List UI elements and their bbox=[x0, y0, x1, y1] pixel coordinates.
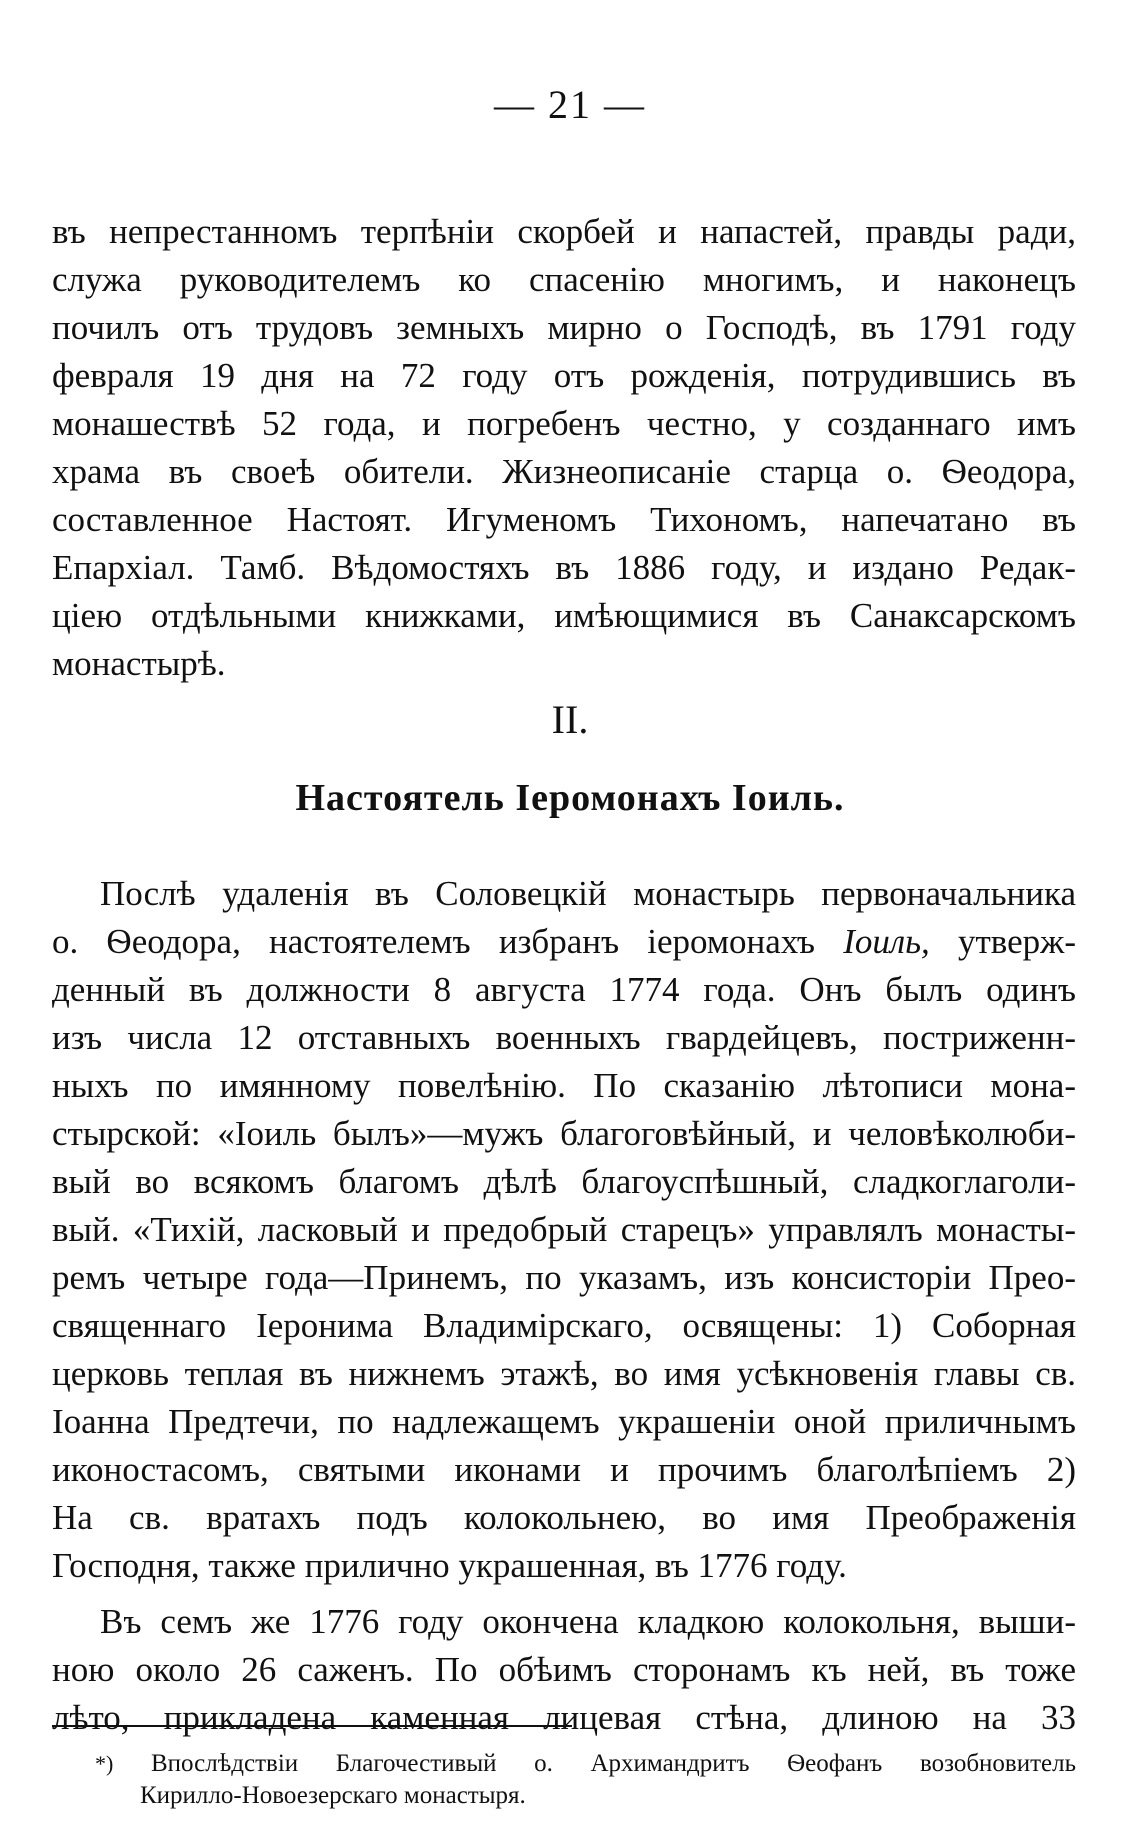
footnote-line: Кирилло-Новоезерскаго монастыря. bbox=[140, 1782, 526, 1809]
text-line: иконостасомъ, святыми иконами и прочимъ благолѣпіемъ 2) bbox=[52, 1450, 1076, 1489]
text-line: вый во всякомъ благомъ дѣлѣ благоуспѣшный, сладкоглаголи- bbox=[52, 1162, 1076, 1201]
footnote-rule bbox=[52, 1725, 572, 1727]
text-line: церковь теплая въ нижнемъ этажѣ, во имя усѣкновенія главы св. bbox=[52, 1354, 1076, 1393]
text-line: монашествѣ 52 года, и погребенъ честно, у созданнаго имъ bbox=[52, 404, 1076, 443]
text-line: составленное Настоят. Игуменомъ Тихономъ, напечатано въ bbox=[52, 500, 1076, 539]
page-number: — 21 — bbox=[494, 82, 646, 127]
section-title: Настоятель Іеромонахъ Іоиль. bbox=[295, 777, 845, 819]
text-line: ныхъ по имянному повелѣнію. По сказанію лѣтописи мона- bbox=[52, 1066, 1076, 1105]
text-line: февраля 19 дня на 72 году отъ рожденія, потрудившись въ bbox=[52, 356, 1076, 395]
text-line: ціею отдѣльными книжками, имѣющимися въ Санаксарскомъ bbox=[52, 596, 1076, 635]
text-line: Іоанна Предтечи, по надлежащемъ украшеніи оной приличнымъ bbox=[52, 1402, 1076, 1441]
text-line: монастырѣ. bbox=[52, 644, 226, 683]
footnote-text: Впослѣдствіи Благочестивый о. Архимандритъ Ѳеофанъ возобновитель bbox=[150, 1750, 1076, 1777]
section-number: II. bbox=[551, 697, 589, 742]
text-line: изъ числа 12 отставныхъ военныхъ гвардейцевъ, постриженн- bbox=[52, 1018, 1076, 1057]
text-line: Епархіал. Тамб. Вѣдомостяхъ въ 1886 году, и издано Редак- bbox=[52, 548, 1076, 587]
text-line: лѣто, прикладена каменная лицевая стѣна, длиною на 33 bbox=[52, 1698, 1076, 1737]
text-line: стырской: «Іоиль былъ»—мужъ благоговѣйный, и человѣколюби- bbox=[52, 1114, 1076, 1153]
text-line: На св. вратахъ подъ колокольнею, во имя Преображенія bbox=[52, 1498, 1076, 1537]
text-line: денный въ должности 8 августа 1774 года. Онъ былъ одинъ bbox=[52, 970, 1076, 1009]
text-line: Въ семъ же 1776 году окончена кладкою колокольня, выши- bbox=[100, 1602, 1076, 1641]
text-line: ремъ четыре года—Принемъ, по указамъ, изъ консисторіи Прео- bbox=[52, 1258, 1076, 1297]
footnote-marker: *) bbox=[95, 1751, 114, 1776]
text-fragment: о. Ѳеодора, настоятелемъ избранъ іеромонахъ bbox=[52, 922, 844, 961]
name-italic: Іоиль, bbox=[843, 922, 930, 961]
footnote-line bbox=[95, 1748, 1076, 1780]
text-fragment: утверж- bbox=[929, 922, 1076, 961]
text-line bbox=[52, 918, 1076, 966]
text-line: Послѣ удаленія въ Соловецкій монастырь первоначальника bbox=[100, 874, 1076, 913]
text-line: Господня, также прилично украшенная, въ 1776 году. bbox=[52, 1546, 847, 1585]
text-line: въ непрестанномъ терпѣніи скорбей и напастей, правды ради, bbox=[52, 212, 1076, 251]
text-line: храма въ своеѣ обители. Жизнеописаніе старца о. Ѳеодора, bbox=[52, 452, 1076, 491]
text-line: священнаго Іеронима Владимірскаго, освящены: 1) Соборная bbox=[52, 1306, 1076, 1345]
text-line: вый. «Тихій, ласковый и предобрый старецъ» управлялъ монасты- bbox=[52, 1210, 1076, 1249]
text-line: ною около 26 саженъ. По обѣимъ сторонамъ къ ней, въ тоже bbox=[52, 1650, 1076, 1689]
text-line: почилъ отъ трудовъ земныхъ мирно о Господѣ, въ 1791 году bbox=[52, 308, 1076, 347]
text-line: служа руководителемъ ко спасенію многимъ, и наконецъ bbox=[52, 260, 1076, 299]
